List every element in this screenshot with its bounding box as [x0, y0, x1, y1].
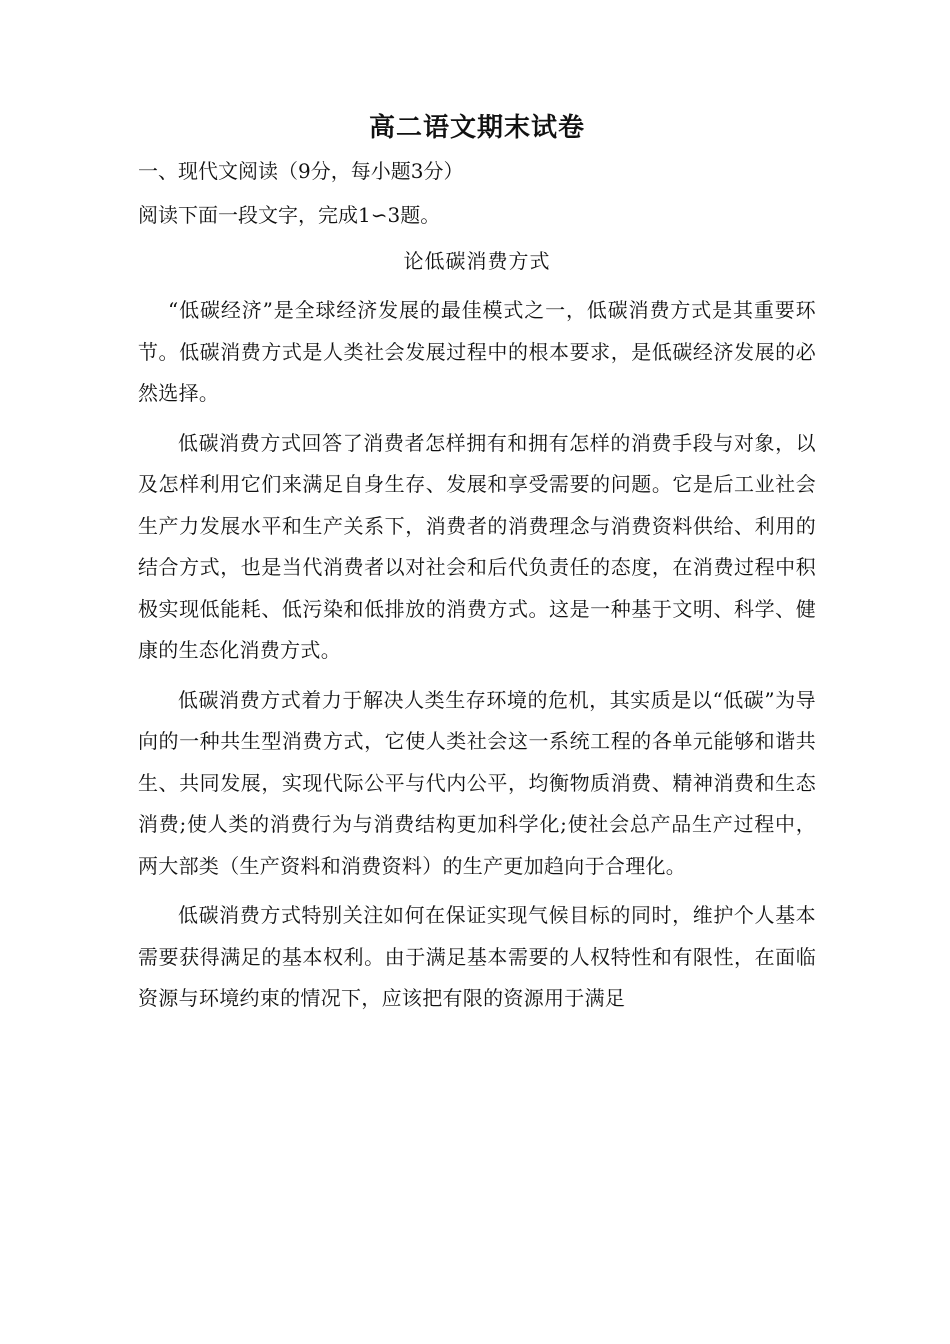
exam-page [138, 108, 816, 1028]
article-paragraph-2: 低碳消费方式回答了消费者怎样拥有和拥有怎样的消费手段与对象，以及怎样利用它们来满足自身生存、发展和享受需要的问题。它是后工业社会生产力发展水平和生产关系下，消费者的消费理念与消费资料供给、利用的结合方式，也是当代消费者以对社会和后代负责任的态度，在消费过程中积极实现低能耗、低污染和低排放的消费方式。这是一种基于文明、科学、健康的生态化消费方式。 [138, 430, 816, 662]
reading-instruction: 阅读下面一段文字，完成1∽3题。 [138, 203, 441, 227]
article-title: 论低碳消费方式 [403, 249, 551, 273]
article-paragraph-4: 低碳消费方式特别关注如何在保证实现气候目标的同时，维护个人基本需要获得满足的基本权利。由于满足基本需要的人权特性和有限性，在面临资源与环境约束的情况下，应该把有限的资源用于满足 [138, 903, 816, 1010]
article-paragraph-1: “低碳经济”是全球经济发展的最佳模式之一，低碳消费方式是其重要环节。低碳消费方式是人类社会发展过程中的根本要求，是低碳经济发展的必然选择。 [138, 298, 816, 405]
article-paragraph-3: 低碳消费方式着力于解决人类生存环境的危机，其实质是以“低碳”为导向的一种共生型消费方式，它使人类社会这一系统工程的各单元能够和谐共生、共同发展，实现代际公平与代内公平，均衡物质消费、精神消费和生态消费;使人类的消费行为与消费结构更加科学化;使社会总产品生产过程中，两大部类（生产资料和消费资料）的生产更加趋向于合理化。 [138, 687, 816, 878]
section-heading: 一、现代文阅读（9分，每小题3分） [138, 159, 464, 183]
document-title: 高二语文期末试卷 [368, 113, 585, 143]
